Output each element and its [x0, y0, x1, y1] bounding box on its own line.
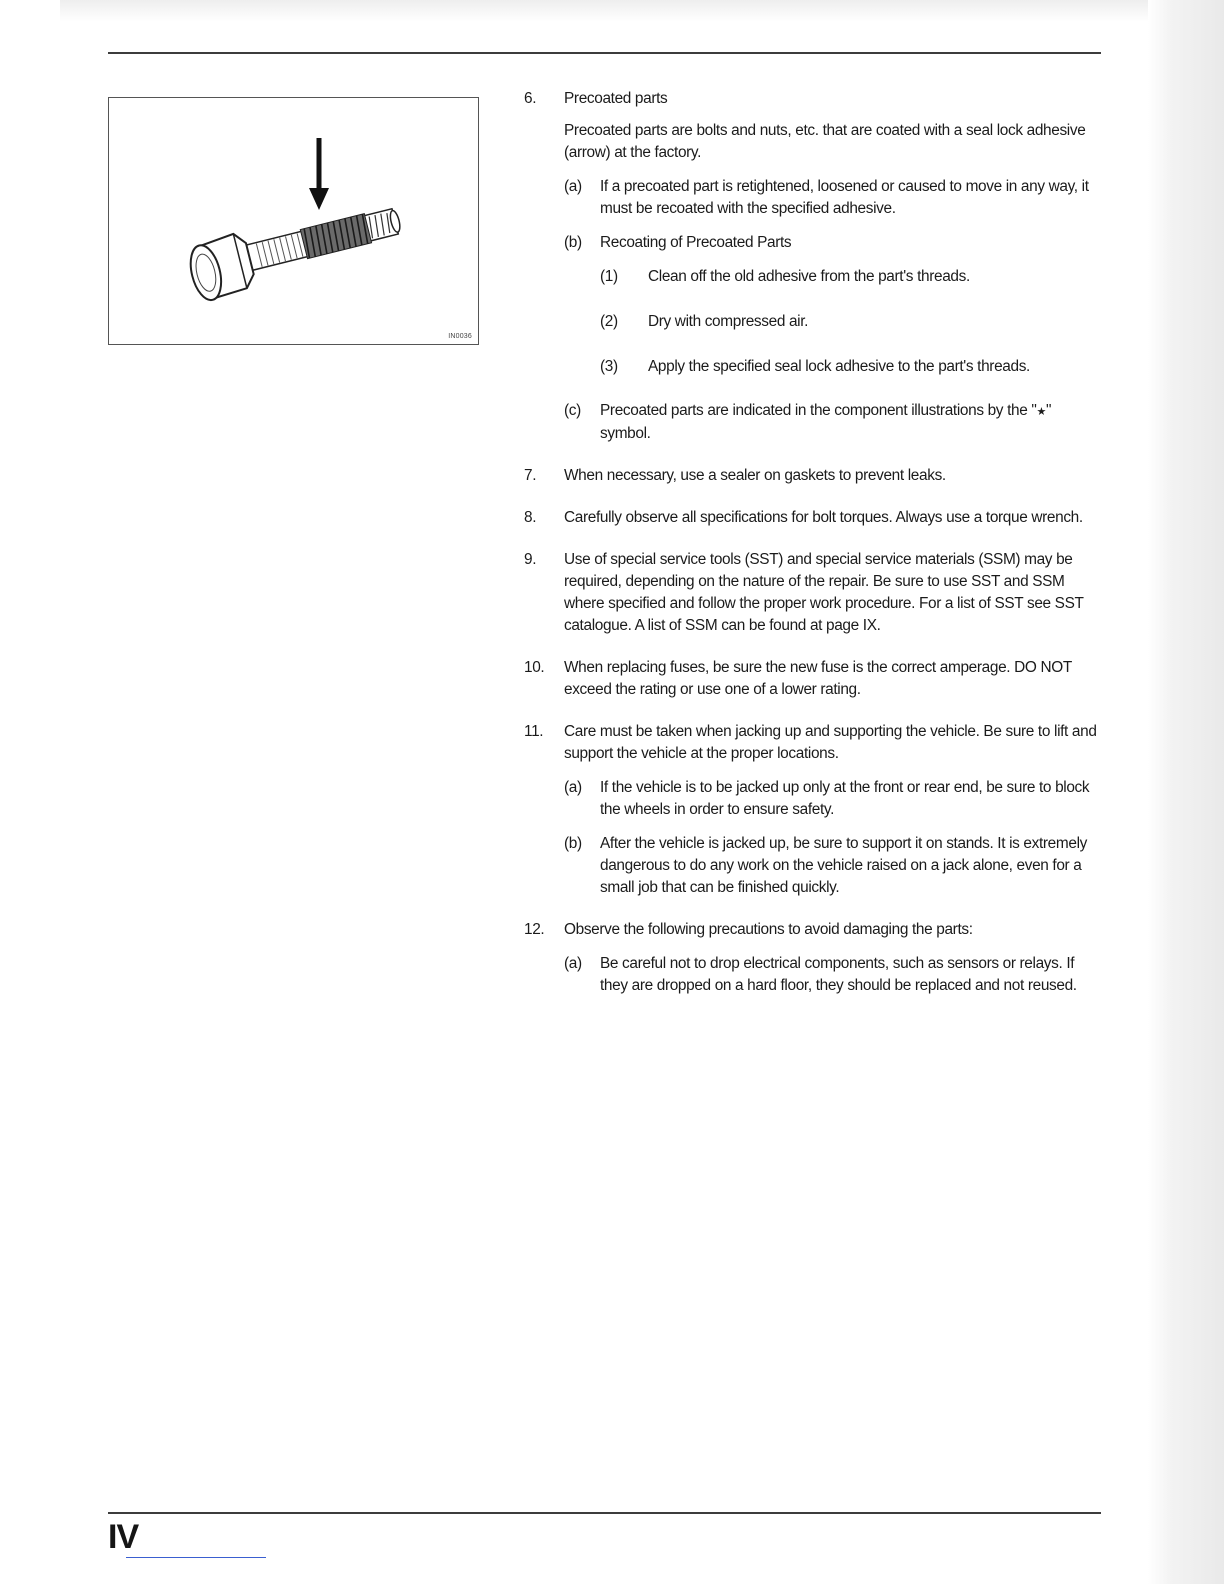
item-text: Precoated parts are bolts and nuts, etc. that are coated with a seal lock adhesive (arrow) at the factory.: [564, 122, 1086, 161]
step-label: (1): [600, 268, 618, 285]
step-label: (3): [600, 358, 618, 375]
item-text: Use of special service tools (SST) and special service materials (SSM) may be required, depending on the nature of the repair. Be sure to use SST and SSM where specified and follow the proper work procedure. For a list of SST see SST catalogue. A list of SSM can be found at page IX.: [564, 551, 1084, 634]
step-text: Clean off the old adhesive from the part's threads.: [648, 268, 970, 285]
item-title: Precoated parts: [564, 90, 668, 107]
sub-label: (b): [564, 835, 582, 852]
sub-item-b: [564, 232, 1104, 378]
sub-text: If a precoated part is retightened, loosened or caused to move in any way, it must be recoated with the specified adhesive.: [600, 178, 1089, 217]
arrow-icon: [309, 138, 329, 210]
step-1: [600, 266, 1104, 288]
item-number: 6.: [524, 90, 537, 107]
sub-text: After the vehicle is jacked up, be sure to support it on stands. It is extremely dangerous to do any work on the vehicle raised on a jack alone, even for a small job that can be finished quickly.: [600, 835, 1087, 896]
bolt-drawing: [109, 98, 480, 346]
sub-label: (a): [564, 955, 582, 972]
item-text: Care must be taken when jacking up and supporting the vehicle. Be sure to lift and support the vehicle at the proper locations.: [564, 723, 1097, 762]
sub-text: If the vehicle is to be jacked up only at the front or rear end, be sure to block the wheels in order to ensure safety.: [600, 779, 1090, 818]
sub-text-before: Precoated parts are indicated in the component illustrations by the ": [600, 402, 1037, 419]
bolt-shank: [185, 194, 407, 303]
footer-underline: [126, 1557, 266, 1558]
sub-label: (a): [564, 178, 582, 195]
sub-text-after: " symbol.: [600, 402, 1052, 442]
item-text: When replacing fuses, be sure the new fuse is the correct amperage. DO NOT exceed the rating or use one of a lower rating.: [564, 659, 1072, 698]
list-item-9: [524, 549, 1104, 637]
step-2: [600, 311, 1104, 333]
item-number: 7.: [524, 467, 537, 484]
footer-rule: [108, 1512, 1101, 1514]
sub-label: (c): [564, 402, 581, 419]
header-rule: [108, 52, 1101, 54]
sub-text: [600, 400, 1104, 445]
item-number: 8.: [524, 509, 537, 526]
main-text: [524, 88, 1104, 1017]
list-item-10: [524, 657, 1104, 701]
step-text: Apply the specified seal lock adhesive to the part's threads.: [648, 358, 1030, 375]
sub-item-b: [564, 833, 1104, 899]
list-item-11: [524, 721, 1104, 899]
star-icon: ★: [1036, 406, 1046, 418]
step-text: Dry with compressed air.: [648, 313, 809, 330]
item-number: 11.: [524, 723, 544, 740]
item-number: 9.: [524, 551, 537, 568]
sub-label: (b): [564, 234, 582, 251]
list-item-7: [524, 465, 1104, 487]
sub-item-a: [564, 953, 1104, 997]
sub-item-a: [564, 176, 1104, 220]
item-text: Observe the following precautions to avoid damaging the parts:: [564, 921, 973, 938]
item-number: 10.: [524, 659, 545, 676]
item-number: 12.: [524, 921, 545, 938]
scan-top-shade: [60, 0, 1150, 22]
scan-edge-shadow: [1148, 0, 1224, 1584]
item-text: Carefully observe all specifications for bolt torques. Always use a torque wrench.: [564, 509, 1083, 526]
figure-id: IN0036: [448, 333, 472, 340]
sub-text: Recoating of Precoated Parts: [600, 234, 792, 251]
page-number: IV: [108, 1518, 139, 1556]
list-item-6: [524, 88, 1104, 445]
list-item-8: [524, 507, 1104, 529]
precoated-bolt-illustration: [108, 97, 479, 345]
step-3: [600, 356, 1104, 378]
sub-item-a: [564, 777, 1104, 821]
item-text: When necessary, use a sealer on gaskets to prevent leaks.: [564, 467, 946, 484]
step-label: (2): [600, 313, 618, 330]
sub-label: (a): [564, 779, 582, 796]
list-item-12: [524, 919, 1104, 997]
sub-item-c: [564, 400, 1104, 445]
sub-text: Be careful not to drop electrical components, such as sensors or relays. If they are dropped on a hard floor, they should be replaced and not reused.: [600, 955, 1077, 994]
